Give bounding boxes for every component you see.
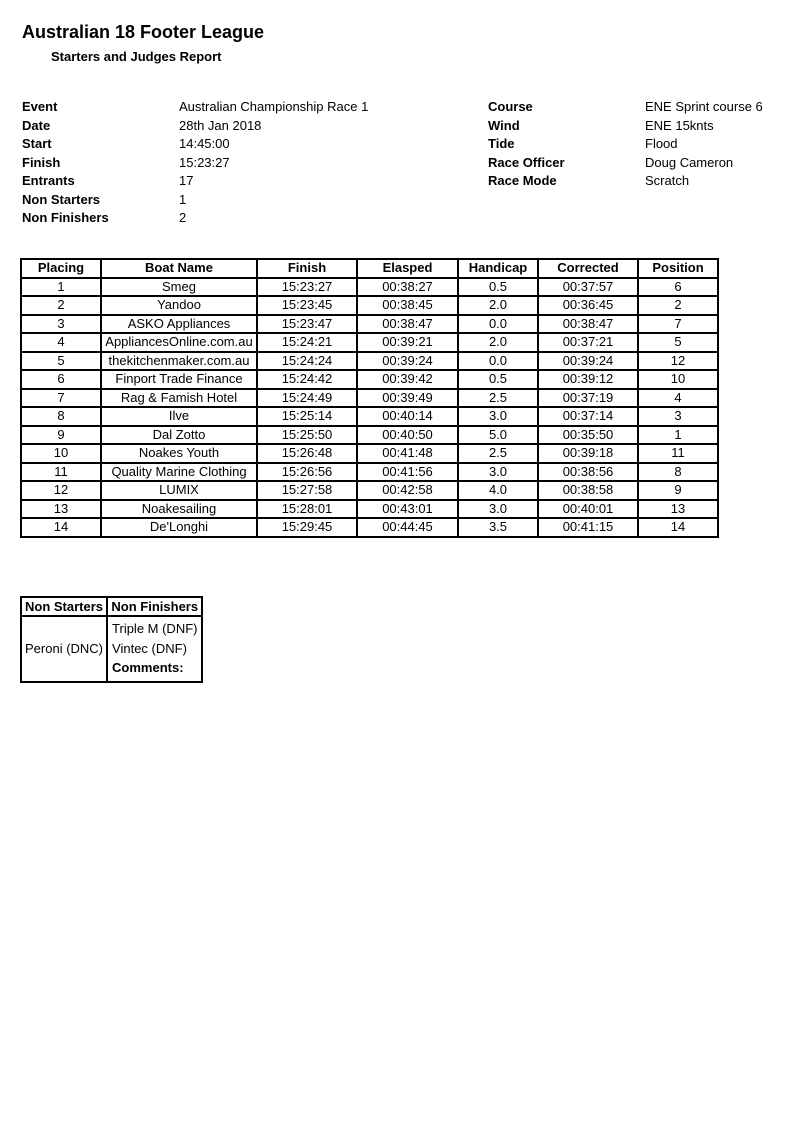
table-cell: 15:26:56 [257,463,357,482]
table-cell: 13 [21,500,101,519]
column-header: Elasped [357,259,458,278]
table-cell: 00:38:47 [357,315,458,334]
table-cell: 00:38:27 [357,278,458,297]
table-cell: 7 [638,315,718,334]
table-cell: 12 [638,352,718,371]
table-cell: 15:26:48 [257,444,357,463]
table-cell: 15:24:42 [257,370,357,389]
table-cell: 15:27:58 [257,481,357,500]
table-cell: 00:39:18 [538,444,638,463]
table-cell: 15:29:45 [257,518,357,537]
info-value: ENE 15knts [645,117,714,133]
table-cell: 0.0 [458,352,538,371]
table-cell: 00:38:58 [538,481,638,500]
table-cell: 1 [638,426,718,445]
table-cell: 8 [21,407,101,426]
table-cell: 00:39:24 [538,352,638,371]
table-cell: 11 [638,444,718,463]
column-header: Position [638,259,718,278]
table-cell: 14 [638,518,718,537]
table-cell: 15:28:01 [257,500,357,519]
table-cell: 6 [21,370,101,389]
info-value: 14:45:00 [179,136,230,151]
table-cell: 00:39:49 [357,389,458,408]
table-cell: 1 [21,278,101,297]
info-value: Doug Cameron [645,154,734,170]
table-row [21,407,718,426]
table-cell: 15:24:21 [257,333,357,352]
starters-finishers-table [20,596,203,683]
table-cell: Yandoo [101,296,257,315]
table-cell: 00:36:45 [538,296,638,315]
column-header: Corrected [538,259,638,278]
info-label: Entrants [22,173,75,188]
table-cell: 00:38:56 [538,463,638,482]
table-row [21,315,718,334]
info-value: 28th Jan 2018 [179,117,262,133]
table-cell: 7 [21,389,101,408]
table-cell: 5.0 [458,426,538,445]
table-cell: 00:37:14 [538,407,638,426]
info-row-finish [22,154,368,173]
non-finisher-entry: Vintec (DNF) [112,640,187,656]
extra-body-row [21,616,202,682]
info-value: 1 [179,191,187,207]
info-row-tide [488,135,763,154]
table-cell: 13 [638,500,718,519]
results-table [20,258,719,538]
table-cell: 14 [21,518,101,537]
info-label: Wind [488,117,520,133]
table-cell: 00:40:01 [538,500,638,519]
table-cell: 0.5 [458,370,538,389]
table-cell: 00:41:56 [357,463,458,482]
table-cell: 3 [21,315,101,334]
table-cell: 2.0 [458,333,538,352]
info-value: Flood [645,136,678,151]
table-cell: 10 [21,444,101,463]
table-cell: 3.0 [458,463,538,482]
info-label: Start [22,136,52,151]
info-label: Finish [22,154,61,170]
table-cell: 3.0 [458,500,538,519]
table-cell: 2.0 [458,296,538,315]
info-row-entrants [22,172,368,191]
column-header: Handicap [458,259,538,278]
column-header: Finish [257,259,357,278]
info-row-event [22,98,368,117]
table-row [21,463,718,482]
table-cell: 00:37:21 [538,333,638,352]
race-info-left [22,98,368,228]
info-label: Non Finishers [22,210,109,225]
table-cell: LUMIX [101,481,257,500]
table-cell: 2 [638,296,718,315]
results-body [21,278,718,537]
table-cell: 4 [21,333,101,352]
info-value: ENE Sprint course 6 [645,99,763,114]
info-row-start [22,135,368,154]
table-cell: 6 [638,278,718,297]
table-row [21,296,718,315]
table-cell: Quality Marine Clothing [101,463,257,482]
table-cell: 15:23:45 [257,296,357,315]
table-cell: 2 [21,296,101,315]
non-finishers-cell [107,616,202,682]
table-cell: 00:40:50 [357,426,458,445]
table-cell: 11 [21,463,101,482]
results-header-row [21,259,718,278]
table-cell: 00:42:58 [357,481,458,500]
non-starters-cell: Peroni (DNC) [21,616,107,682]
info-row-wind [488,117,763,136]
table-cell: 10 [638,370,718,389]
info-label: Non Starters [22,191,101,207]
table-cell: 00:38:45 [357,296,458,315]
table-cell: 4.0 [458,481,538,500]
race-info-right [488,98,763,191]
info-row-course [488,98,763,117]
table-row [21,333,718,352]
table-row [21,278,718,297]
table-cell: 00:43:01 [357,500,458,519]
table-cell: 00:37:19 [538,389,638,408]
table-cell: 15:23:27 [257,278,357,297]
column-header: Placing [21,259,101,278]
table-cell: 00:41:15 [538,518,638,537]
report-subtitle: Starters and Judges Report [51,49,222,64]
table-cell: 9 [21,426,101,445]
report-title: Australian 18 Footer League [22,22,265,42]
table-cell: 0.5 [458,278,538,297]
table-cell: 9 [638,481,718,500]
table-cell: ASKO Appliances [101,315,257,334]
table-cell: 00:39:42 [357,370,458,389]
table-cell: 00:37:57 [538,278,638,297]
table-cell: 8 [638,463,718,482]
table-cell: 5 [638,333,718,352]
table-cell: 00:44:45 [357,518,458,537]
table-row [21,444,718,463]
table-cell: Smeg [101,278,257,297]
info-label: Date [22,117,51,133]
non-finishers-header: Non Finishers [107,597,202,616]
info-label: Race Mode [488,173,557,188]
extra-header-row [21,597,202,616]
non-starters-header: Non Starters [21,597,107,616]
table-cell: 00:41:48 [357,444,458,463]
table-cell: 00:35:50 [538,426,638,445]
info-row-non-starters [22,191,368,210]
table-cell: 15:25:50 [257,426,357,445]
table-cell: thekitchenmaker.com.au [101,352,257,371]
info-value: Scratch [645,173,690,188]
table-cell: Noakesailing [101,500,257,519]
table-cell: 0.0 [458,315,538,334]
table-cell: Finport Trade Finance [101,370,257,389]
table-cell: 15:24:24 [257,352,357,371]
table-cell: 00:39:12 [538,370,638,389]
info-label: Tide [488,136,515,151]
info-row-date [22,117,368,136]
table-cell: 12 [21,481,101,500]
table-row [21,370,718,389]
comments-label: Comments: [112,660,184,675]
table-cell: 00:39:24 [357,352,458,371]
column-header: Boat Name [101,259,257,278]
table-row [21,481,718,500]
table-row [21,500,718,519]
table-cell: 00:38:47 [538,315,638,334]
table-cell: 00:39:21 [357,333,458,352]
table-row [21,352,718,371]
info-value: 17 [179,173,194,188]
table-cell: Noakes Youth [101,444,257,463]
table-cell: 4 [638,389,718,408]
table-cell: De'Longhi [101,518,257,537]
info-value: 2 [179,210,187,225]
info-row-race-mode [488,172,763,191]
info-value: 15:23:27 [179,154,230,170]
table-cell: 15:24:49 [257,389,357,408]
info-value: Australian Championship Race 1 [179,99,369,114]
table-cell: 5 [21,352,101,371]
table-cell: 3.0 [458,407,538,426]
table-row [21,518,718,537]
table-cell: 15:23:47 [257,315,357,334]
table-cell: 00:40:14 [357,407,458,426]
info-label: Race Officer [488,154,565,170]
table-row [21,389,718,408]
non-finisher-entry: Triple M (DNF) [112,621,198,636]
table-cell: Ilve [101,407,257,426]
info-label: Course [488,99,533,114]
table-row [21,426,718,445]
table-cell: 15:25:14 [257,407,357,426]
info-label: Event [22,99,58,114]
table-cell: Rag & Famish Hotel [101,389,257,408]
table-cell: AppliancesOnline.com.au [101,333,257,352]
table-cell: 3.5 [458,518,538,537]
table-cell: Dal Zotto [101,426,257,445]
info-row-non-finishers [22,209,368,228]
table-cell: 2.5 [458,389,538,408]
table-cell: 3 [638,407,718,426]
table-cell: 2.5 [458,444,538,463]
info-row-race-officer [488,154,763,173]
